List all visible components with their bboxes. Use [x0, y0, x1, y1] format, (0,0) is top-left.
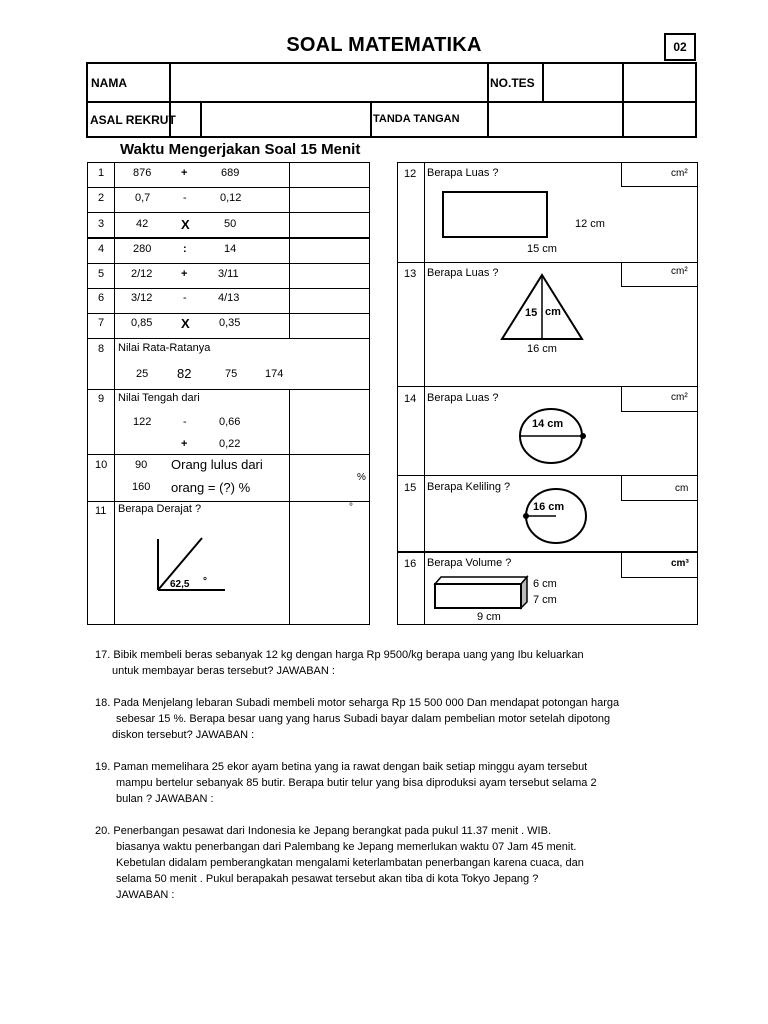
- q14-label: Berapa Luas ?: [427, 392, 499, 404]
- q3-number: 3: [98, 218, 105, 230]
- test-code: 02: [664, 33, 696, 61]
- q10-number: 10: [95, 459, 108, 471]
- angle-diagram: [150, 530, 230, 595]
- q11-unit: °: [349, 502, 353, 513]
- q16-unit: cm³: [671, 558, 689, 569]
- no-tes-field[interactable]: [544, 64, 620, 100]
- question-17-line-1: Bibik membeli beras sebanyak 12 kg dengan harga Rp 9500/kg berapa uang yang Ibu keluarkan: [113, 649, 584, 661]
- q8-value-4: 174: [265, 368, 284, 380]
- q2-number: 2: [98, 192, 105, 204]
- question-19-line-2: mampu bertelur sebanyak 85 butir. Berapa butir telur yang bisa diproduksi ayam tersebut selama 2: [116, 777, 597, 789]
- q7-operator: X: [181, 316, 190, 331]
- circle-diameter-shape: [518, 408, 590, 468]
- question-20: [95, 823, 584, 903]
- q2-operand-a: 0,7: [135, 192, 151, 204]
- q16-number: 16: [404, 558, 417, 570]
- q10-value-a: 90: [135, 459, 148, 471]
- q5-operand-b: 3/11: [218, 268, 239, 280]
- q8-value-2: 82: [177, 366, 192, 381]
- q13-base-label: 16 cm: [527, 343, 557, 355]
- identity-table: [86, 62, 697, 138]
- tanda-tangan-field[interactable]: [489, 103, 620, 136]
- question-18-number: 18.: [95, 697, 111, 709]
- label-no-tes: NO.TES: [490, 76, 535, 90]
- q16-length-label: 9 cm: [477, 611, 501, 623]
- q12-label: Berapa Luas ?: [427, 167, 499, 179]
- q3-operator: X: [181, 217, 190, 232]
- q7-operand-b: 0,35: [219, 317, 241, 329]
- question-19-line-3: bulan ? JAWABAN :: [116, 793, 214, 805]
- question-18-line-1: Pada Menjelang lebaran Subadi membeli motor seharga Rp 15 500 000 Dan mendapat potongan harga: [113, 697, 620, 709]
- q15-number: 15: [404, 482, 417, 494]
- q12-unit: cm²: [671, 168, 688, 179]
- q5-number: 5: [98, 268, 105, 280]
- q1-operand-a: 876: [133, 167, 152, 179]
- q6-operand-b: 4/13: [218, 292, 240, 304]
- q8-value-1: 25: [136, 368, 149, 380]
- label-tanda-tangan: TANDA TANGAN: [373, 113, 460, 125]
- q14-number: 14: [404, 393, 417, 405]
- q16-width-label: 7 cm: [533, 594, 557, 606]
- circle-radius-shape: [520, 486, 592, 546]
- q9-value-a: 122: [133, 416, 152, 428]
- question-18-line-2: sebesar 15 %. Berapa besar uang yang harus Subadi bayar dalam pembelian motor setelah dipotong: [116, 713, 611, 725]
- q11-angle-value: 62,5: [170, 579, 190, 590]
- question-20-number: 20.: [95, 825, 111, 837]
- q15-unit: cm: [675, 483, 689, 494]
- q4-number: 4: [98, 243, 105, 255]
- q5-operand-a: 2/12: [131, 268, 153, 280]
- question-20-line-1: Penerbangan pesawat dari Indonesia ke Jepang berangkat pada pukul 11.37 menit . WIB.: [113, 825, 552, 837]
- q7-number: 7: [98, 317, 105, 329]
- q9-value-b: 0,66: [219, 416, 241, 428]
- q12-number: 12: [404, 168, 417, 180]
- question-20-line-3: Kebetulan didalam pemberangkatan mengalami keterlambatan penerbangan karena cuaca, dan: [116, 857, 584, 869]
- q6-operand-a: 3/12: [131, 292, 153, 304]
- q13-number: 13: [404, 268, 417, 280]
- question-20-line-5: JAWABAN :: [116, 889, 175, 901]
- question-19-line-1: Paman memelihara 25 ekor ayam betina yang ia rawat dengan baik setiap minggu ayam tersebut: [113, 761, 588, 773]
- q3-operand-b: 50: [224, 218, 237, 230]
- q6-number: 6: [98, 292, 105, 304]
- q15-radius-label: 16 cm: [533, 501, 565, 513]
- q13-height-unit: cm: [545, 306, 561, 318]
- q1-operator: +: [181, 167, 188, 179]
- triangle-shape: [500, 273, 584, 341]
- question-18: [95, 695, 619, 743]
- q11-number: 11: [95, 505, 107, 517]
- q2-operator: -: [183, 192, 187, 204]
- q14-unit: cm²: [671, 392, 688, 403]
- q4-operand-a: 280: [133, 243, 152, 255]
- q13-label: Berapa Luas ?: [427, 267, 499, 279]
- q7-operand-a: 0,85: [131, 317, 153, 329]
- label-asal-rekrut: ASAL REKRUT: [90, 113, 176, 127]
- question-17-number: 17.: [95, 649, 111, 661]
- q1-operand-b: 689: [221, 167, 240, 179]
- q2-operand-b: 0,12: [220, 192, 242, 204]
- q8-label: Nilai Rata-Ratanya: [118, 342, 211, 354]
- q12-width-label: 15 cm: [527, 243, 557, 255]
- q9-operator-2: +: [181, 438, 188, 450]
- q9-value-c: 0,22: [219, 438, 241, 450]
- q8-number: 8: [98, 343, 105, 355]
- asal-rekrut-field[interactable]: [202, 103, 368, 136]
- question-19-number: 19.: [95, 761, 111, 773]
- time-instruction: Waktu Mengerjakan Soal 15 Menit: [120, 141, 361, 158]
- page-title: SOAL MATEMATIKA: [286, 34, 482, 56]
- box-shape: [433, 574, 529, 610]
- q10-text-1: Orang lulus dari: [171, 457, 263, 472]
- q11-degree-symbol: °: [203, 576, 207, 587]
- question-20-line-4: selama 50 menit . Pukul berapakah pesawat tersebut akan tiba di kota Tokyo Jepang ?: [116, 873, 539, 885]
- q10-unit: %: [357, 472, 366, 483]
- q10-value-b: 160: [132, 481, 151, 493]
- q9-label: Nilai Tengah dari: [118, 392, 200, 404]
- question-17: [95, 647, 584, 679]
- question-19: [95, 759, 597, 807]
- q14-diameter-label: 14 cm: [532, 418, 564, 430]
- q9-number: 9: [98, 393, 105, 405]
- q5-operator: +: [181, 268, 188, 280]
- q15-label: Berapa Keliling ?: [427, 481, 511, 493]
- q11-label: Berapa Derajat ?: [118, 503, 202, 515]
- q3-operand-a: 42: [136, 218, 149, 230]
- q4-operator: :: [183, 243, 187, 255]
- q8-value-3: 75: [225, 368, 238, 380]
- label-nama: NAMA: [91, 76, 127, 90]
- q10-text-2: orang = (?) %: [171, 480, 251, 495]
- q1-number: 1: [98, 167, 105, 179]
- q9-operator-1: -: [183, 416, 187, 428]
- nama-field[interactable]: [171, 64, 485, 100]
- question-17-line-2: untuk membayar beras tersebut? JAWABAN :: [112, 665, 335, 677]
- q13-unit: cm²: [671, 266, 688, 277]
- q13-height-number: 15: [525, 307, 538, 319]
- q6-operator: -: [183, 292, 187, 304]
- q4-operand-b: 14: [224, 243, 237, 255]
- q12-height-label: 12 cm: [575, 218, 605, 230]
- q16-label: Berapa Volume ?: [427, 557, 512, 569]
- question-20-line-2: biasanya waktu penerbangan dari Palembang ke Jepang memerlukan waktu 07 Jam 45 menit.: [116, 841, 577, 853]
- q16-height-label: 6 cm: [533, 578, 557, 590]
- question-18-line-3: diskon tersebut? JAWABAN :: [112, 729, 255, 741]
- rectangle-shape: [442, 191, 548, 238]
